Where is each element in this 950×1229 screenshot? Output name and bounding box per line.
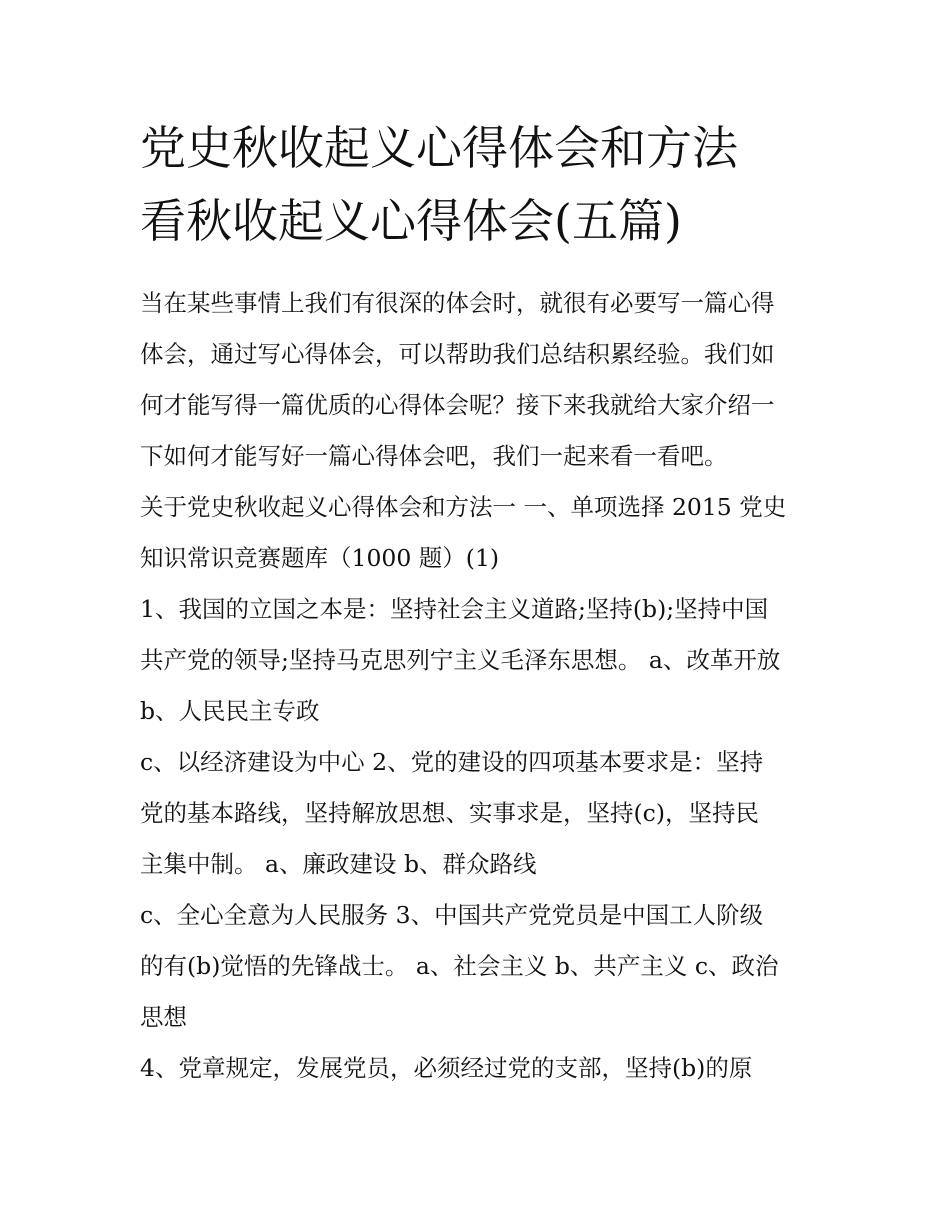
paragraph-line: 知识常识竞赛题库（1000 题）(1) xyxy=(140,544,500,572)
paragraph-line: 关于党史秋收起义心得体会和方法一 一、单项选择 2015 党史 xyxy=(140,493,787,521)
question-line: 的有(b)觉悟的先锋战士。 a、社会主义 b、共产主义 c、政治 xyxy=(140,952,779,980)
paragraph-line: 下如何才能写好一篇心得体会吧，我们一起来看一看吧。 xyxy=(140,442,728,470)
question-line: 党的基本路线，坚持解放思想、实事求是，坚持(c)，坚持民 xyxy=(140,799,759,827)
question-line: 1、我国的立国之本是：坚持社会主义道路;坚持(b);坚持中国 xyxy=(140,595,769,623)
document-title xyxy=(140,112,820,258)
answer-option-line: 思想 xyxy=(140,1003,187,1031)
title-line: 看秋收起义心得体会(五篇) xyxy=(140,194,682,248)
title-line: 党史秋收起义心得体会和方法 xyxy=(140,121,738,175)
answer-option-line: b、人民民主专政 xyxy=(140,697,320,725)
answer-option-line: 主集中制。 a、廉政建设 b、群众路线 xyxy=(140,850,537,878)
question-line: c、以经济建设为中心 2、党的建设的四项基本要求是：坚持 xyxy=(140,748,764,776)
paragraph-line: 当在某些事情上我们有很深的体会时，就很有必要写一篇心得 xyxy=(140,289,775,317)
paragraph-line: 何才能写得一篇优质的心得体会呢？接下来我就给大家介绍一 xyxy=(140,391,775,419)
question-line: 4、党章规定，发展党员，必须经过党的支部，坚持(b)的原 xyxy=(140,1054,753,1082)
question-line: 共产党的领导;坚持马克思列宁主义毛泽东思想。 a、改革开放 xyxy=(140,646,781,674)
paragraph-line: 体会，通过写心得体会，可以帮助我们总结积累经验。我们如 xyxy=(140,340,775,368)
question-line: c、全心全意为人民服务 3、中国共产党党员是中国工人阶级 xyxy=(140,901,764,929)
document-body xyxy=(140,278,820,1094)
